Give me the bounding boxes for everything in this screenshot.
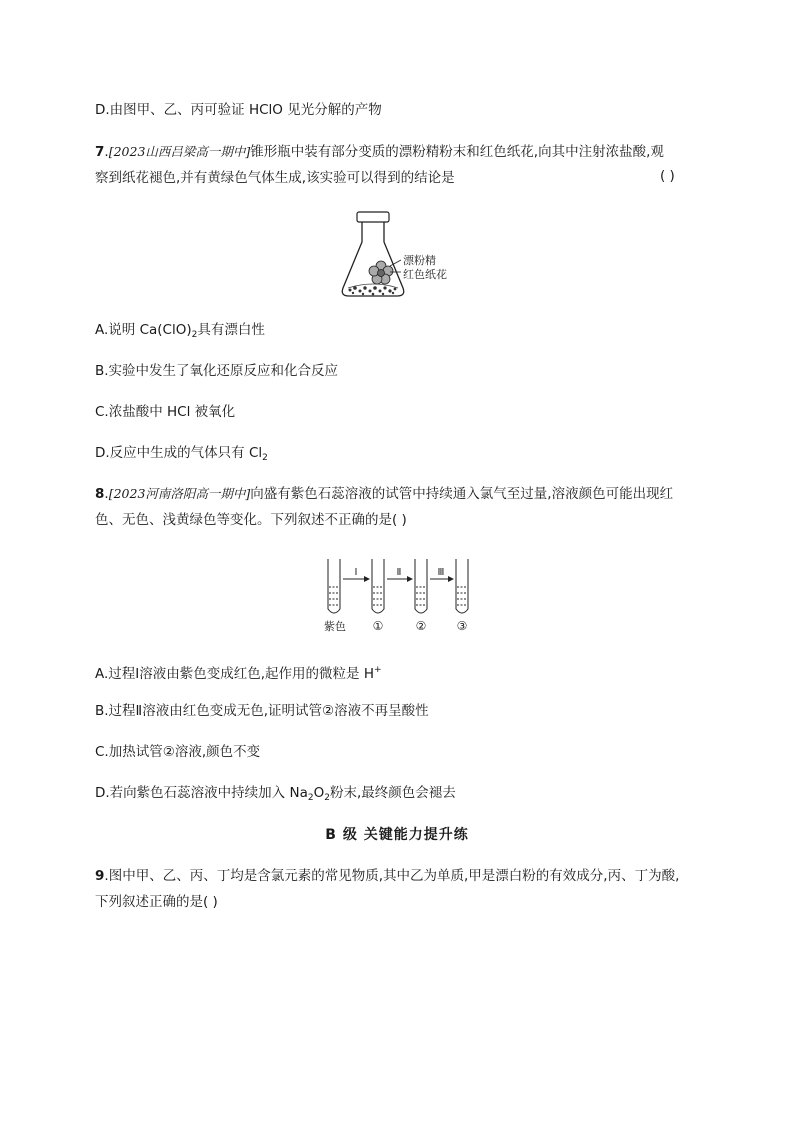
q8-stem-line2: 色、无色、浅黄绿色等变化。下列叙述不正确的是( )	[95, 512, 407, 528]
label-bleaching-powder: 漂粉精	[403, 254, 436, 267]
tube-purple	[328, 559, 340, 613]
prev-option-d: D.由图甲、乙、丙可验证 HClO 见光分解的产物	[95, 102, 382, 118]
step-label-3: Ⅲ	[437, 567, 445, 578]
tube-3	[456, 559, 468, 613]
q8-text-1: 向盛有紫色石蕊溶液的试管中持续通入氯气至过量,溶液颜色可能出现红	[250, 486, 674, 502]
q7-text-1: 锥形瓶中装有部分变质的漂粉精粉末和红色纸花,向其中注射浓盐酸,观	[250, 144, 664, 160]
q7-option-a: A.说明 $Ca(ClO)_2$具有漂白性	[95, 322, 265, 340]
tube-2	[415, 559, 427, 613]
q8-option-b: B.过程Ⅱ溶液由红色变成无色,证明试管②溶液不再呈酸性	[95, 703, 429, 719]
q8-option-c: C.加热试管②溶液,颜色不变	[95, 744, 261, 760]
tube-label-1: ①	[372, 619, 384, 633]
powder-particles	[349, 286, 397, 295]
q9-stem-line1	[95, 866, 679, 886]
q8-number: 8	[95, 486, 105, 502]
step-label-2: Ⅱ	[396, 567, 402, 578]
q7-option-c: C.浓盐酸中 HCl 被氧化	[95, 404, 236, 420]
q7-source: [2023山西吕梁高一期中]	[108, 144, 251, 159]
q8-option-d: D.若向紫色石蕊溶液中持续加入 $Na_2O_2$粉末,最终颜色会褪去	[95, 785, 456, 803]
q7-option-d: D.反应中生成的气体只有 $Cl_2$	[95, 445, 268, 463]
q7-flask-figure	[335, 208, 465, 300]
q7-answer-paren: ( )	[660, 168, 675, 184]
q7-option-b: B.实验中发生了氧化还原反应和化合反应	[95, 363, 339, 379]
tube-label-purple: 紫色	[324, 620, 346, 633]
tube-label-3: ③	[456, 619, 468, 633]
label-red-paper-flower: 红色纸花	[403, 268, 447, 281]
q9-text-1: .图中甲、乙、丙、丁均是含氯元素的常见物质,其中乙为单质,甲是漂白粉的有效成分,丙、丁为酸,	[104, 868, 680, 884]
flask-stopper	[357, 212, 389, 222]
flask-body	[342, 222, 404, 296]
tube-label-2: ②	[415, 619, 427, 633]
q8-test-tube-figure	[318, 555, 478, 635]
q7-stem-line1: 7.[2023山西吕梁高一期中]锥形瓶中装有部分变质的漂粉精粉末和红色纸花,向其中注射浓盐酸,观	[95, 144, 664, 160]
q9-stem-line2: 下列叙述正确的是( )	[95, 894, 218, 910]
q7-stem-line2: 察到纸花褪色,并有黄绿色气体生成,该实验可以得到的结论是	[95, 170, 455, 186]
section-heading: B 级 关键能力提升练	[325, 827, 469, 843]
q9-number: 9	[95, 868, 105, 884]
q8-stem-line1: 8.[2023河南洛阳高一期中]向盛有紫色石蕊溶液的试管中持续通入氯气至过量,溶液颜色可能出现红	[95, 486, 674, 502]
q8-source: [2023河南洛阳高一期中]	[108, 486, 251, 501]
paper-flower	[369, 261, 393, 284]
step-label-1: Ⅰ	[354, 567, 358, 578]
q7-number: 7	[95, 144, 105, 160]
q8-option-a: A.过程Ⅰ溶液由紫色变成红色,起作用的微粒是 H+	[95, 665, 382, 682]
tube-1	[372, 559, 384, 613]
